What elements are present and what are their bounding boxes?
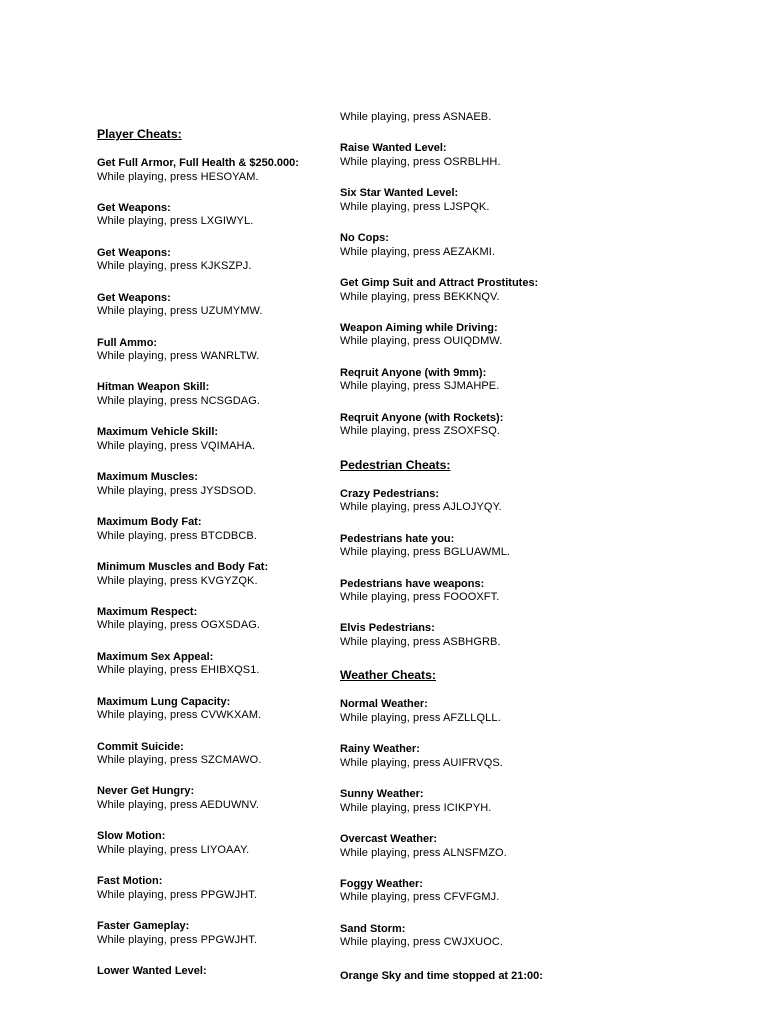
- cheat-entry: [340, 788, 580, 815]
- cheat-instruction: While playing, press FOOOXFT.: [340, 591, 500, 604]
- cheat-entry: [340, 232, 580, 259]
- cheat-instruction: While playing, press ICIKPYH.: [340, 801, 492, 814]
- cheat-title: Slow Motion:: [97, 830, 166, 843]
- cheat-entry: [97, 920, 332, 947]
- cheat-title: Maximum Respect:: [97, 605, 198, 618]
- cheat-title: Never Get Hungry:: [97, 785, 195, 798]
- carry-over-entry: [340, 111, 580, 125]
- cheat-entry: [340, 622, 580, 649]
- cheat-entry: [97, 202, 332, 229]
- cheat-instruction: While playing, press SZCMAWO.: [97, 754, 262, 767]
- cheat-instruction: While playing, press EHIBXQS1.: [97, 664, 260, 677]
- cheat-entry: [97, 426, 332, 453]
- cheat-instruction: While playing, press ZSOXFSQ.: [340, 425, 501, 438]
- cheat-instruction: While playing, press BEKKNQV.: [340, 290, 500, 303]
- cheat-entry: [340, 142, 580, 169]
- cheat-title: Maximum Vehicle Skill:: [97, 426, 219, 439]
- cheat-entry: [97, 471, 332, 498]
- cheat-entry: [340, 743, 580, 770]
- cheat-title: Maximum Lung Capacity:: [97, 695, 231, 708]
- cheat-entry: [340, 878, 580, 905]
- cheat-title: Sand Storm:: [340, 922, 406, 935]
- cheat-title: Maximum Muscles:: [97, 471, 198, 484]
- cheat-entry: [340, 578, 580, 605]
- cheat-title: Get Weapons:: [97, 291, 171, 304]
- cheat-title: Get Gimp Suit and Attract Prostitutes:: [340, 277, 539, 290]
- cheat-entry: [97, 875, 332, 902]
- cheat-title: Sunny Weather:: [340, 788, 424, 801]
- cheat-entry: [340, 533, 580, 560]
- cheat-instruction: While playing, press BGLUAWML.: [340, 546, 511, 559]
- cheat-title: Get Full Armor, Full Health & $250.000:: [97, 157, 299, 169]
- cheat-entry: [340, 187, 580, 214]
- cheat-instruction: While playing, press NCSGDAG.: [97, 394, 261, 407]
- cheat-title: Raise Wanted Level:: [340, 142, 447, 155]
- cheat-instruction: While playing, press AEDUWNV.: [97, 798, 260, 811]
- cheat-title: Lower Wanted Level:: [97, 965, 207, 978]
- cheat-entry: [97, 157, 332, 184]
- cheat-instruction: While playing, press LIYOAAY.: [97, 843, 250, 856]
- cheat-instruction: While playing, press PPGWJHT.: [97, 933, 257, 946]
- cheat-instruction: While playing, press CFVFGMJ.: [340, 891, 500, 904]
- cheat-instruction: While playing, press BTCDBCB.: [97, 529, 258, 542]
- cheat-instruction: While playing, press CVWKXAM.: [97, 709, 262, 722]
- cheat-entry: [340, 833, 580, 860]
- cheat-entry: [97, 965, 332, 979]
- cheat-entry: [97, 337, 332, 364]
- cheat-instruction: While playing, press WANRLTW.: [97, 350, 260, 363]
- cheat-entry: [97, 785, 332, 812]
- pedestrian-cheats-list: [340, 488, 580, 650]
- cheat-title: Reqruit Anyone (with Rockets):: [340, 411, 504, 424]
- right-column: [340, 111, 580, 982]
- cheat-instruction: While playing, press CWJXUOC.: [340, 936, 504, 949]
- cheat-title: Minimum Muscles and Body Fat:: [97, 561, 269, 574]
- cheat-instruction: While playing, press OSRBLHH.: [340, 155, 501, 168]
- cheat-entry: [340, 367, 580, 394]
- cheat-instruction: While playing, press OGXSDAG.: [97, 619, 261, 632]
- cheat-instruction: While playing, press SJMAHPE.: [340, 380, 500, 393]
- cheat-instruction: While playing, press JYSDSOD.: [97, 484, 257, 497]
- cheat-instruction: While playing, press KJKSZPJ.: [97, 260, 252, 273]
- cheat-instruction: While playing, press KVGYZQK.: [97, 574, 258, 587]
- cheat-title: Faster Gameplay:: [97, 920, 190, 933]
- cheat-title: Hitman Weapon Skill:: [97, 381, 210, 394]
- wanted-cheats-list: [340, 142, 580, 438]
- cheat-entry: [340, 488, 580, 515]
- section-heading-player-cheats: Player Cheats:: [97, 127, 182, 141]
- cheat-entry: [97, 830, 332, 857]
- cheat-instruction: While playing, press LXGIWYL.: [97, 215, 254, 228]
- cheat-instruction: While playing, press LJSPQK.: [340, 200, 490, 213]
- section-heading-pedestrian-cheats: Pedestrian Cheats:: [340, 457, 451, 472]
- cheat-title: Foggy Weather:: [340, 877, 423, 890]
- cheat-title: Rainy Weather:: [340, 743, 420, 756]
- cheat-entry: [340, 322, 580, 349]
- cheat-instruction: While playing, press AEZAKMI.: [340, 245, 496, 258]
- cheat-instruction: While playing, press OUIQDMW.: [340, 335, 503, 348]
- cheat-instruction: While playing, press AUIFRVQS.: [340, 756, 503, 769]
- cheat-title: Full Ammo:: [97, 336, 158, 349]
- cheat-entry: [97, 561, 332, 588]
- cheat-instruction: While playing, press PPGWJHT.: [97, 888, 257, 901]
- cheat-title: Pedestrians have weapons:: [340, 577, 485, 590]
- cheat-entry: [340, 277, 580, 304]
- cheat-title: Maximum Sex Appeal:: [97, 650, 214, 663]
- cheat-title: Get Weapons:: [97, 246, 171, 259]
- cheat-instruction: While playing, press ASBHGRB.: [340, 635, 501, 648]
- cheat-title: Pedestrians hate you:: [340, 532, 455, 545]
- cheat-instruction: While playing, press HESOYAM.: [97, 170, 259, 183]
- left-column: [97, 126, 332, 979]
- cheat-title: Commit Suicide:: [97, 740, 184, 753]
- clipped-cheat-title: Orange Sky and time stopped at 21:00:: [340, 970, 543, 982]
- cheat-instruction: While playing, press AJLOJYQY.: [340, 501, 502, 514]
- cheat-entry: [340, 923, 580, 950]
- cheat-title: No Cops:: [340, 232, 389, 245]
- cheat-title: Weapon Aiming while Driving:: [340, 321, 498, 334]
- weather-cheats-list: [340, 698, 580, 949]
- cheat-entry: [97, 247, 332, 274]
- cheat-instruction: While playing, press AFZLLQLL.: [340, 711, 501, 724]
- cheat-title: Maximum Body Fat:: [97, 516, 202, 529]
- cheat-title: Crazy Pedestrians:: [340, 487, 440, 500]
- cheat-title: Reqruit Anyone (with 9mm):: [340, 366, 487, 379]
- player-cheats-list: [97, 157, 332, 979]
- cheat-entry: [97, 292, 332, 319]
- cheat-entry: [340, 412, 580, 439]
- cheat-entry: [340, 698, 580, 725]
- cheat-entry: [97, 651, 332, 678]
- cheat-entry: [97, 696, 332, 723]
- cheat-instruction: While playing, press ALNSFMZO.: [340, 846, 507, 859]
- cheat-entry: [97, 606, 332, 633]
- cheat-title: Fast Motion:: [97, 875, 163, 888]
- cheat-title: Normal Weather:: [340, 698, 428, 711]
- section-heading-weather-cheats: Weather Cheats:: [340, 668, 436, 683]
- cheat-entry: [97, 381, 332, 408]
- cheat-title: Elvis Pedestrians:: [340, 622, 435, 635]
- cheat-instruction: While playing, press ASNAEB.: [340, 111, 492, 123]
- cheat-instruction: While playing, press VQIMAHA.: [97, 439, 256, 452]
- cheat-entry: [97, 741, 332, 768]
- cheat-entry: [97, 516, 332, 543]
- cheat-title: Get Weapons:: [97, 201, 171, 214]
- cheat-title: Overcast Weather:: [340, 833, 438, 846]
- cheat-title: Six Star Wanted Level:: [340, 187, 459, 200]
- cheat-instruction: While playing, press UZUMYMW.: [97, 305, 263, 318]
